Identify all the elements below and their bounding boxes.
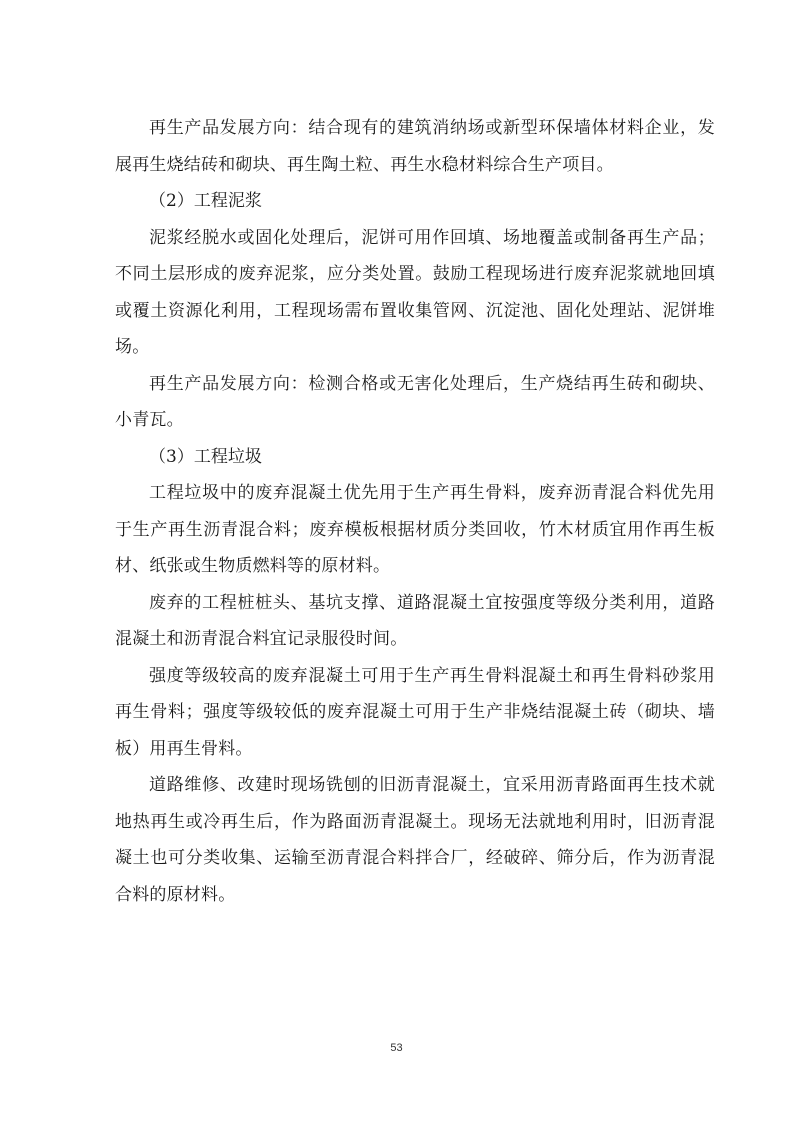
document-body [115,110,715,913]
section-heading-engineering-mud: （2）工程泥浆 [149,191,262,211]
paragraph-concrete-strength: 强度等级较高的废弃混凝土可用于生产再生骨料混凝土和再生骨料砂浆用再生骨料；强度等级较低的废弃混凝土可用于生产非烧结混凝土砖（砌块、墙板）用再生骨料。 [115,665,715,759]
paragraph-asphalt-recycling: 道路维修、改建时现场铣刨的旧沥青混凝土，宜采用沥青路面再生技术就地热再生或冷再生后，作为路面沥青混凝土。现场无法就地利用时，旧沥青混凝土也可分类收集、运输至沥青混合料拌合厂，经破碎、筛分后，作为沥青混合料的原材料。 [115,775,715,905]
paragraph-mud-product-direction: 再生产品发展方向：检测合格或无害化处理后，生产烧结再生砖和砌块、小青瓦。 [115,373,715,430]
page-number: 53 [390,1042,403,1054]
paragraph-pile-heads: 废弃的工程桩桩头、基坑支撑、道路混凝土宜按强度等级分类利用，道路混凝土和沥青混合料宜记录服役时间。 [115,592,715,649]
paragraph-mud-treatment: 泥浆经脱水或固化处理后，泥饼可用作回填、场地覆盖或制备再生产品；不同土层形成的废弃泥浆，应分类处置。鼓励工程现场进行废弃泥浆就地回填或覆土资源化利用，工程现场需布置收集管网、沉淀池、固化处理站、泥饼堆场。 [115,227,715,357]
section-heading-engineering-waste: （3）工程垃圾 [149,446,262,467]
paragraph-recycled-product-direction: 再生产品发展方向：结合现有的建筑消纳场或新型环保墙体材料企业，发展再生烧结砖和砌块、再生陶土粒、再生水稳材料综合生产项目。 [115,118,715,175]
paragraph-waste-concrete-usage: 工程垃圾中的废弃混凝土优先用于生产再生骨料，废弃沥青混合料优先用于生产再生沥青混合料；废弃模板根据材质分类回收，竹木材质宜用作再生板材、纸张或生物质燃料等的原材料。 [115,483,715,576]
